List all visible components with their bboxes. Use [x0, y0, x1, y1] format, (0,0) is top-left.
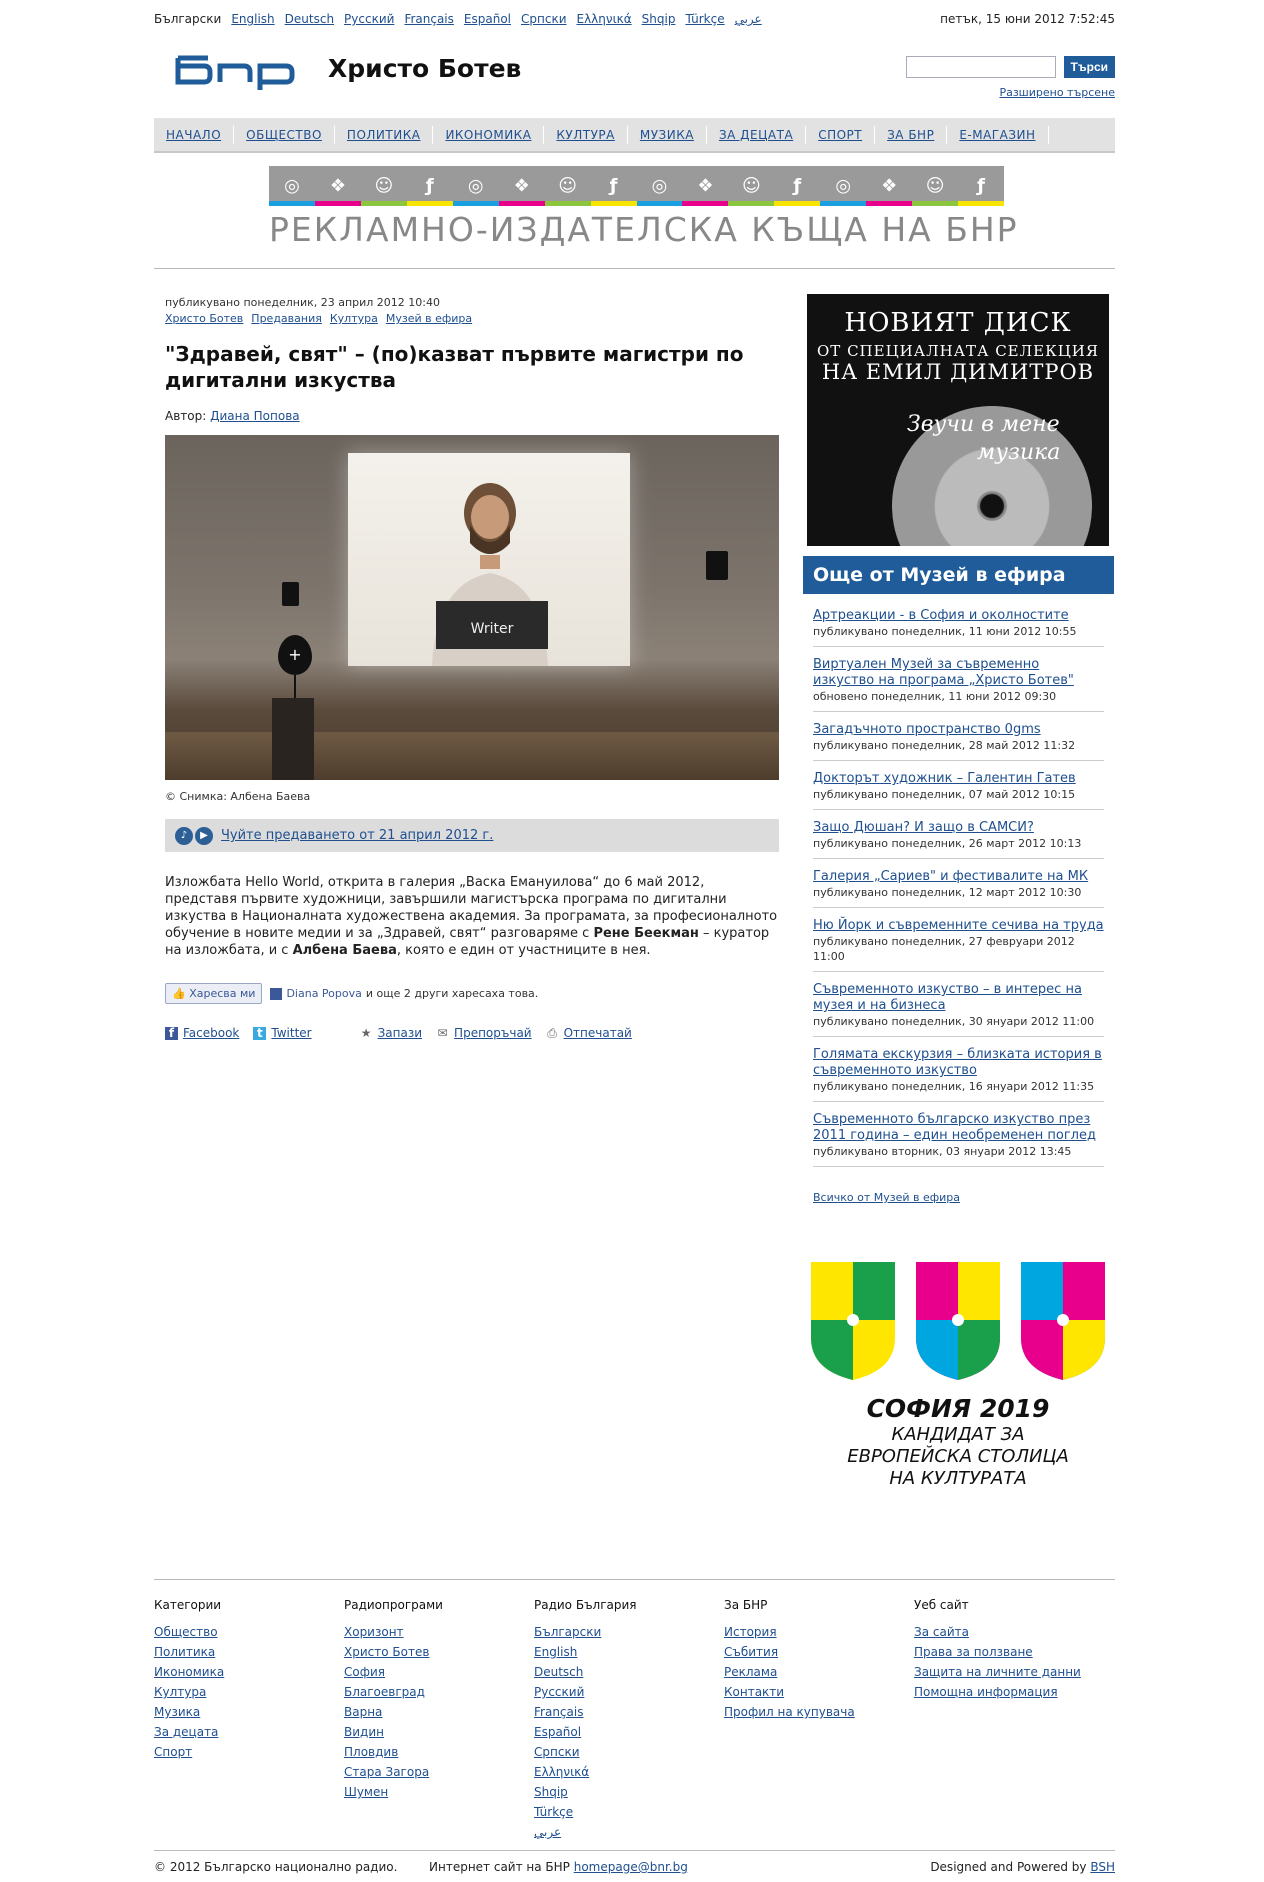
banner-tile: [269, 166, 315, 206]
language-link[interactable]: Ελληνικά: [576, 12, 632, 26]
star-icon: ★: [360, 1025, 372, 1040]
language-bar: [154, 12, 1115, 32]
more-item: [813, 859, 1104, 908]
shield-3: [1017, 1258, 1109, 1382]
language-link[interactable]: عربي: [734, 12, 762, 26]
bottom-divider: [154, 1850, 1115, 1851]
more-item: [813, 810, 1104, 859]
more-item: [813, 598, 1104, 647]
projected-person: [426, 473, 554, 666]
all-items-label[interactable]: Всичко от Музей в ефира: [813, 1191, 961, 1204]
more-item: [813, 647, 1104, 712]
like-text: и още 2 други харесаха това.: [365, 987, 539, 1000]
banner-stripe: [499, 201, 545, 206]
footer-link[interactable]: Музика: [154, 1705, 201, 1719]
footer-link[interactable]: Контакти: [724, 1685, 785, 1699]
site-header: [154, 44, 1115, 104]
author-label: Автор:: [165, 409, 207, 423]
more-item-date: публикувано понеделник, 12 март 2012 10:30: [813, 886, 1082, 899]
banner-stripe: [453, 201, 499, 206]
ad-line-3: НА ЕМИЛ ДИМИТРОВ: [821, 360, 1095, 384]
footer-link-row: [344, 1642, 534, 1662]
footer-link[interactable]: Защита на личните данни: [914, 1665, 1081, 1679]
speaker-left: [282, 582, 299, 606]
email-link[interactable]: homepage@bnr.bg: [573, 1860, 688, 1874]
banner-tile: [545, 166, 591, 206]
banner-stripe: [912, 201, 958, 206]
more-item-date: публикувано понеделник, 30 януари 2012 11:00: [813, 1015, 1095, 1028]
breadcrumb-link[interactable]: Музей в ефира: [385, 312, 473, 325]
footer-link-row: [914, 1642, 1104, 1662]
footer-link-row: [344, 1742, 534, 1762]
nav-item[interactable]: [433, 126, 544, 144]
footer-link-row: [154, 1662, 344, 1682]
body-name-1: Рене Беекман: [593, 926, 699, 941]
sofia-line-1: СОФИЯ 2019: [866, 1394, 1050, 1423]
footer-column: [914, 1597, 1104, 1842]
banner-tile: [453, 166, 499, 206]
footer-link[interactable]: Реклама: [724, 1665, 778, 1679]
share-twitter-label[interactable]: Twitter: [271, 1026, 312, 1040]
save-label[interactable]: Запази: [377, 1026, 423, 1040]
copyright: © 2012 Българско национално радио.: [154, 1860, 398, 1874]
more-item: [813, 1102, 1104, 1167]
footer-column: [154, 1597, 344, 1842]
search-input[interactable]: [906, 56, 1056, 78]
banner-stripe: [682, 201, 728, 206]
sofia-line-2: КАНДИДАТ ЗА: [891, 1424, 1025, 1445]
banner-tile: [499, 166, 545, 206]
banner-glyph-icon: ƒ: [793, 175, 802, 197]
footer-link-row: [534, 1742, 724, 1762]
banner-stripe: [269, 201, 315, 206]
audio-controls: [175, 827, 213, 845]
footer-link[interactable]: Пловдив: [344, 1745, 399, 1759]
language-link[interactable]: Српски: [521, 12, 567, 26]
contact-line: [429, 1860, 688, 1874]
footer-link[interactable]: Shqip: [534, 1785, 568, 1799]
like-button[interactable]: 👍 Харесва ми: [165, 983, 262, 1004]
footer-link-row: [534, 1762, 724, 1782]
banner-stripe: [315, 201, 361, 206]
sofia-line-3: ЕВРОПЕЙСКА СТОЛИЦА: [847, 1446, 1069, 1467]
footer-link-row: [534, 1822, 724, 1842]
more-item: [813, 761, 1104, 810]
breadcrumb-link[interactable]: Култура: [329, 312, 378, 325]
play-icon[interactable]: ▶: [195, 827, 213, 845]
banner-glyph-icon: ☺: [374, 175, 394, 197]
more-item-title[interactable]: Съвременното изкуство – в интерес на музея и на бизнеса: [813, 982, 1082, 1013]
banner-tile: [866, 166, 912, 206]
printer-icon: ⎙: [547, 1025, 557, 1040]
sofia-caption: [807, 1394, 1109, 1490]
banner-tile: [407, 166, 453, 206]
banner-stripe: [637, 201, 683, 206]
search-button[interactable]: Търси: [1064, 56, 1115, 78]
banner-glyph-icon: ƒ: [425, 175, 434, 197]
footer-link-row: [154, 1722, 344, 1742]
disk-advertisement[interactable]: [807, 294, 1109, 546]
more-item-title[interactable]: Загадъчното пространство 0gms: [813, 722, 1041, 737]
site-title: Христо Ботев: [328, 54, 522, 83]
footer-link-row: [344, 1782, 534, 1802]
footer-link-row: [344, 1682, 534, 1702]
footer-link[interactable]: عربي: [534, 1825, 562, 1839]
nav-item-label[interactable]: ПОЛИТИКА: [346, 127, 421, 142]
banner-glyph-icon: ❖: [697, 175, 714, 197]
shield-1: [807, 1258, 899, 1382]
gallery-floor: [165, 732, 779, 780]
projection-screen: [348, 453, 630, 666]
nav-item-label[interactable]: ИКОНОМИКА: [445, 127, 532, 142]
more-item-title[interactable]: Съвременното българско изкуство през 2011 година – един необременен поглед: [813, 1112, 1096, 1143]
banner-tile: [958, 166, 1004, 206]
footer-link[interactable]: Политика: [154, 1645, 216, 1659]
facebook-icon: f: [165, 1027, 178, 1040]
footer-link-row: [724, 1702, 914, 1722]
sign-text: Writer: [470, 621, 514, 637]
banner-glyph-icon: ◎: [835, 175, 852, 197]
language-link[interactable]: Shqip: [641, 12, 676, 26]
facebook-icon: [270, 988, 282, 1000]
footer-link[interactable]: Стара Загора: [344, 1765, 430, 1779]
banner-tile: [728, 166, 774, 206]
more-item-date: публикувано понеделник, 11 юни 2012 10:55: [813, 625, 1077, 638]
powered-by: [930, 1860, 1115, 1874]
footer-link[interactable]: Русский: [534, 1685, 585, 1699]
footer-link-row: [344, 1622, 534, 1642]
banner-stripe: [866, 201, 912, 206]
pedestal: [272, 698, 314, 780]
nav-item[interactable]: [234, 126, 335, 144]
footer-link[interactable]: Благоевград: [344, 1685, 425, 1699]
more-list: [803, 594, 1114, 1167]
advanced-search-link[interactable]: [999, 86, 1115, 99]
footer-link[interactable]: Español: [534, 1725, 582, 1739]
article-title: "Здравей, свят" – (по)казват първите магистри по дигитални изкуства: [165, 342, 744, 392]
search-box: [906, 56, 1115, 78]
banner-stripe: [774, 201, 820, 206]
powered-label: Designed and Powered by: [930, 1860, 1087, 1874]
speaker-right: [706, 551, 728, 580]
nav-item-label[interactable]: ЗА БНР: [887, 127, 935, 142]
footer-link[interactable]: Видин: [344, 1725, 384, 1739]
balloon-sculpture: +: [278, 635, 312, 675]
ad-line-1: НОВИЯТ ДИСК: [844, 308, 1072, 338]
footer-link-row: [154, 1682, 344, 1702]
footer-link-row: [914, 1682, 1104, 1702]
breadcrumb: [165, 311, 779, 327]
footer-link-row: [344, 1662, 534, 1682]
banner-glyph-icon: ☺: [558, 175, 577, 197]
banner-glyph-icon: ◎: [284, 175, 300, 197]
footer-link-row: [344, 1762, 534, 1782]
footer-link-row: [534, 1722, 724, 1742]
like-user[interactable]: Diana Popova: [286, 987, 362, 1000]
banner-glyph-icon: ☺: [925, 175, 945, 197]
more-item-date: публикувано понеделник, 16 януари 2012 11:35: [813, 1080, 1095, 1093]
body-part-3: , която е един от участниците в нея.: [396, 943, 651, 958]
banner-stripe: [958, 201, 1004, 206]
banner-glyph-icon: ◎: [651, 175, 668, 197]
nav-item[interactable]: [154, 126, 234, 144]
footer-link[interactable]: За сайта: [914, 1625, 969, 1639]
more-item-date: публикувано понеделник, 26 март 2012 10:13: [813, 837, 1082, 850]
footer-link-row: [534, 1622, 724, 1642]
facebook-like-box: [165, 983, 779, 1004]
sidebar: [803, 294, 1114, 1490]
footer-link[interactable]: История: [724, 1625, 777, 1639]
footer-link[interactable]: Варна: [344, 1705, 383, 1719]
article: [165, 295, 779, 1040]
footer-link[interactable]: Помощна информация: [914, 1685, 1058, 1699]
breadcrumb-link[interactable]: Предавания: [251, 312, 322, 325]
nav-item[interactable]: [947, 126, 1048, 144]
body-part-2: – куратор на изложбата, и с: [165, 926, 770, 958]
nav-item-label[interactable]: МУЗИКА: [639, 127, 694, 142]
banner-glyph-icon: ❖: [329, 175, 346, 197]
nav-item-label[interactable]: ЗА ДЕЦАТА: [718, 127, 794, 142]
recommend-link[interactable]: [436, 1026, 532, 1040]
footer-heading: Категории: [154, 1598, 222, 1612]
envelope-icon: ✉: [437, 1025, 448, 1040]
footer-link[interactable]: София: [344, 1665, 385, 1679]
print-link[interactable]: [546, 1026, 632, 1040]
footer-link-row: [914, 1622, 1104, 1642]
banner-stripe: [728, 201, 774, 206]
audio-player: [165, 819, 779, 852]
nav-list: [154, 118, 1115, 151]
banner-glyph-icon: ƒ: [977, 175, 985, 197]
site-label: Интернет сайт на БНР: [429, 1860, 570, 1874]
banner-tile: [774, 166, 820, 206]
current-date: петък, 15 юни 2012 7:52:45: [940, 12, 1115, 26]
footer-link-row: [534, 1702, 724, 1722]
footer-link-row: [154, 1702, 344, 1722]
footer-column: [534, 1597, 724, 1842]
body-part-1: Изложбата Hello World, открита в галерия „Васка Емануилова“ до 6 май 2012, представя първите художници, завършили магистърска програма по дигитални изкуства в Националната художествена академия. За програмата, за професионалното обучение в новите медии и за „Здравей, свят“ разговаряме с: [165, 875, 778, 941]
nav-item-label[interactable]: Е-МАГАЗИН: [959, 127, 1036, 142]
more-item-title[interactable]: Галерия „Сариев" и фестивалите на МК: [813, 869, 1089, 884]
banner-glyph-icon: ◎: [467, 175, 484, 197]
language-link[interactable]: Français: [404, 12, 454, 26]
powered-link[interactable]: BSH: [1090, 1860, 1115, 1874]
nav-item[interactable]: [544, 126, 627, 144]
banner-tile: [682, 166, 728, 206]
footer-heading: За БНР: [724, 1598, 768, 1612]
footer-heading: Уеб сайт: [914, 1598, 969, 1612]
footer-link-row: [724, 1642, 914, 1662]
footer-link-row: [534, 1642, 724, 1662]
banner-tiles: [269, 166, 1004, 206]
ad-line-5: музика: [977, 440, 1061, 465]
language-link[interactable]: Русский: [344, 12, 395, 26]
footer-link[interactable]: Общество: [154, 1625, 218, 1639]
balloon-stem: [294, 675, 296, 699]
more-item-title[interactable]: Голямата екскурзия – близката история в съвременното изкуство: [813, 1047, 1102, 1078]
language-link: Български: [154, 12, 222, 26]
breadcrumb-link[interactable]: Христо Ботев: [165, 312, 244, 325]
banner-tile: [912, 166, 958, 206]
nav-item[interactable]: [628, 126, 707, 144]
footer-link-row: [534, 1682, 724, 1702]
banner-glyph-icon: ƒ: [609, 175, 618, 197]
nav-item-label[interactable]: ОБЩЕСТВО: [246, 127, 322, 142]
footer-heading: Радиопрограми: [344, 1598, 443, 1612]
more-item-title[interactable]: Ню Йорк и съвременните сечива на труда: [813, 918, 1104, 933]
more-item: [813, 972, 1104, 1037]
footer-link[interactable]: Türkçe: [534, 1805, 574, 1819]
share-facebook-label[interactable]: Facebook: [183, 1026, 240, 1040]
language-link[interactable]: Español: [463, 12, 511, 26]
footer-link-row: [914, 1662, 1104, 1682]
footer-columns: [154, 1597, 1115, 1842]
language-link[interactable]: English: [231, 12, 275, 26]
footer-link-row: [154, 1742, 344, 1762]
banner-caption: РЕКЛАМНО-ИЗДАТЕЛСКА КЪЩА НА БНР: [269, 210, 1019, 249]
more-item-date: обновено понеделник, 11 юни 2012 09:30: [813, 690, 1057, 703]
banner-glyph-icon: ☺: [741, 175, 761, 197]
nav-item[interactable]: [875, 126, 947, 144]
language-link[interactable]: Türkçe: [685, 12, 725, 26]
footer-column: [344, 1597, 534, 1842]
ad-line-2: ОТ СПЕЦИАЛНАТА СЕЛЕКЦИЯ: [817, 342, 1099, 360]
banner-tile: [637, 166, 683, 206]
nav-item-label[interactable]: НАЧАЛО: [166, 127, 222, 142]
footer-column: [724, 1597, 914, 1842]
footer-link[interactable]: Култура: [154, 1685, 207, 1699]
main-nav: [154, 118, 1115, 153]
twitter-icon: t: [253, 1027, 266, 1040]
footer-link[interactable]: За децата: [154, 1725, 219, 1739]
footer-link[interactable]: English: [534, 1645, 578, 1659]
share-twitter[interactable]: [253, 1026, 311, 1040]
more-item-date: публикувано понеделник, 28 май 2012 11:32: [813, 739, 1076, 752]
body-name-2: Албена Баева: [292, 943, 397, 958]
article-body: [165, 874, 779, 959]
footer-link[interactable]: Икономика: [154, 1665, 225, 1679]
audio-link[interactable]: Чуйте предаването от 21 април 2012 г.: [221, 828, 494, 843]
more-item: [813, 908, 1104, 972]
footer-link-row: [154, 1622, 344, 1642]
more-item: [813, 1037, 1104, 1102]
banner-glyph-icon: ❖: [513, 175, 530, 197]
save-link[interactable]: [360, 1026, 422, 1040]
footer-link-row: [344, 1722, 534, 1742]
advanced-search-label[interactable]: Разширено търсене: [999, 86, 1115, 99]
footer-link-row: [344, 1702, 534, 1722]
footer-link-row: [534, 1782, 724, 1802]
nav-item-label[interactable]: КУЛТУРА: [556, 127, 615, 142]
footer-link[interactable]: Шумен: [344, 1785, 389, 1799]
share-facebook[interactable]: [165, 1026, 239, 1040]
footer-link[interactable]: Српски: [534, 1745, 580, 1759]
author-line: [165, 409, 779, 423]
like-button-label: Харесва ми: [189, 987, 256, 1000]
footer-link[interactable]: Христо Ботев: [344, 1645, 430, 1659]
banner-tile: [315, 166, 361, 206]
divider: [154, 268, 1115, 269]
shield-2: [912, 1258, 1004, 1382]
footer-link-row: [724, 1682, 914, 1702]
footer-link-row: [534, 1802, 724, 1822]
footer-link-row: [154, 1642, 344, 1662]
nav-item[interactable]: [707, 126, 806, 144]
more-item-date: публикувано понеделник, 07 май 2012 10:15: [813, 788, 1076, 801]
footer-heading: Радио България: [534, 1598, 637, 1612]
more-item-title[interactable]: Виртуален Музей за съвременно изкуство на програма „Христо Ботев": [813, 657, 1074, 688]
bnr-logo[interactable]: [174, 50, 314, 90]
footer-link[interactable]: Хоризонт: [344, 1625, 404, 1639]
nav-item-label[interactable]: СПОРТ: [818, 127, 863, 142]
nav-item[interactable]: [335, 126, 434, 144]
more-header: Още от Музей в ефира: [803, 556, 1114, 594]
more-item-title[interactable]: Защо Дюшан? И защо в САМСИ?: [813, 820, 1034, 835]
more-item-title[interactable]: Докторът художник – Галентин Гатев: [813, 771, 1076, 786]
more-item-title[interactable]: Артреакции - в София и околностите: [813, 608, 1069, 623]
footer-link-row: [724, 1622, 914, 1642]
footer-link[interactable]: Français: [534, 1705, 584, 1719]
photo-credit: © Снимка: Албена Баева: [165, 790, 311, 803]
more-item-date: публикувано вторник, 03 януари 2012 13:45: [813, 1145, 1072, 1158]
banner-stripe: [545, 201, 591, 206]
footer-link-row: [534, 1662, 724, 1682]
article-photo: [165, 435, 779, 780]
banner-tile: [820, 166, 866, 206]
sofia-2019-banner[interactable]: [807, 1258, 1109, 1490]
more-item-date: публикувано понеделник, 27 февруари 2012 11:00: [813, 935, 1075, 963]
footer-link[interactable]: Събития: [724, 1645, 779, 1659]
rik-banner[interactable]: [269, 166, 1019, 256]
print-label[interactable]: Отпечатай: [563, 1026, 632, 1040]
footer-link[interactable]: Профил на купувача: [724, 1705, 855, 1719]
banner-stripe: [407, 201, 453, 206]
footer-link[interactable]: Спорт: [154, 1745, 193, 1759]
all-items-link[interactable]: [803, 1191, 1114, 1204]
nav-item[interactable]: [806, 126, 875, 144]
language-link[interactable]: Deutsch: [284, 12, 335, 26]
footer-link[interactable]: Ελληνικά: [534, 1765, 590, 1779]
author-link[interactable]: Диана Попова: [210, 409, 300, 423]
banner-stripe: [820, 201, 866, 206]
footer-link[interactable]: Права за ползване: [914, 1645, 1033, 1659]
more-item: [813, 712, 1104, 761]
banner-stripe: [361, 201, 407, 206]
recommend-label[interactable]: Препоръчай: [454, 1026, 532, 1040]
article-published: публикувано понеделник, 23 април 2012 10:40: [165, 296, 440, 309]
sofia-line-4: НА КУЛТУРАТА: [889, 1468, 1027, 1489]
footer-divider: [154, 1579, 1115, 1580]
footer-link-row: [724, 1662, 914, 1682]
banner-tile: [361, 166, 407, 206]
volume-icon[interactable]: ♪: [175, 827, 193, 845]
footer-link[interactable]: Deutsch: [534, 1665, 584, 1679]
ad-line-4: Звучи в мене: [907, 412, 1060, 437]
footer-link[interactable]: Български: [534, 1625, 602, 1639]
share-bar: [165, 1026, 779, 1040]
banner-tile: [591, 166, 637, 206]
banner-glyph-icon: ❖: [881, 175, 898, 197]
banner-stripe: [591, 201, 637, 206]
